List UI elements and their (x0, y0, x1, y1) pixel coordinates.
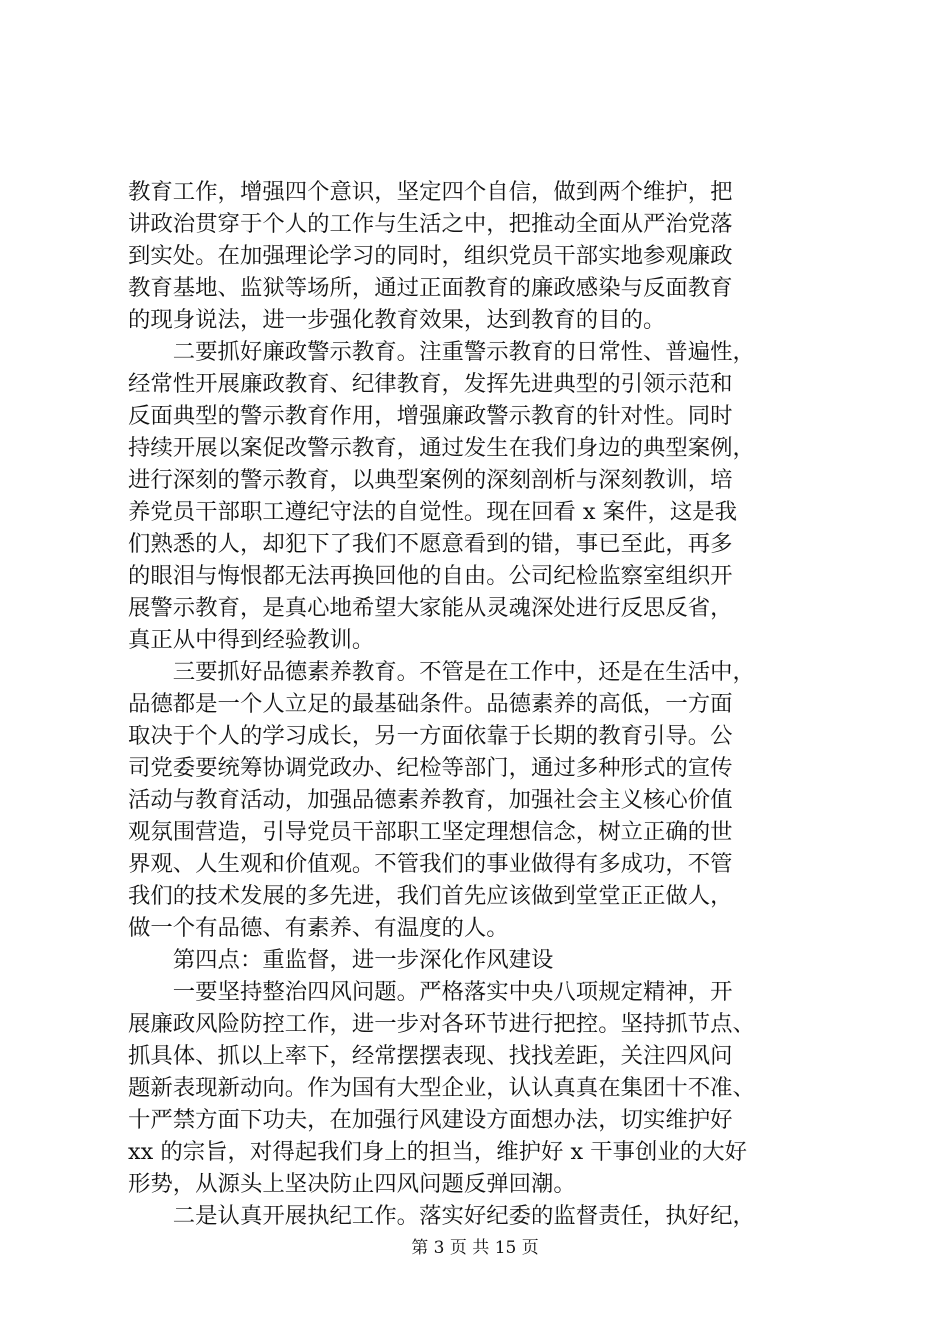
text-line: 题新表现新动向。作为国有大型企业，认认真真在集团十不准、 (128, 1075, 755, 1101)
text-line: 持续开展以案促改警示教育，通过发生在我们身边的典型案例， (128, 435, 755, 461)
text-line: 抓具体、抓以上率下，经常摆摆表现、找找差距，关注四风问 (128, 1043, 733, 1069)
text-line: 做一个有品德、有素养、有温度的人。 (128, 915, 509, 941)
text-line: 三要抓好品德素养教育。不管是在工作中，还是在生活中， (128, 659, 755, 685)
text-line: 讲政治贯穿于个人的工作与生活之中，把推动全面从严治党落 (128, 211, 733, 237)
text-line: 的眼泪与悔恨都无法再换回他的自由。公司纪检监察室组织开 (128, 563, 733, 589)
text-line: 的现身说法，进一步强化教育效果，达到教育的目的。 (128, 307, 666, 333)
text-line: 界观、人生观和价值观。不管我们的事业做得有多成功，不管 (128, 851, 733, 877)
text-line: 取决于个人的学习成长，另一方面依靠于长期的教育引导。公 (128, 723, 733, 749)
text-line: 教育工作，增强四个意识，坚定四个自信，做到两个维护，把 (128, 179, 733, 205)
text-line: xx 的宗旨，对得起我们身上的担当，维护好 x 干事创业的大好 (128, 1139, 747, 1165)
text-line: 真正从中得到经验教训。 (128, 627, 375, 653)
text-line: 观氛围营造，引导党员干部职工坚定理想信念，树立正确的世 (128, 819, 733, 845)
text-line: 十严禁方面下功夫，在加强行风建设方面想办法，切实维护好 (128, 1107, 733, 1133)
text-line: 形势，从源头上坚决防止四风问题反弹回潮。 (128, 1171, 576, 1197)
text-line: 司党委要统筹协调党政办、纪检等部门，通过多种形式的宣传 (128, 755, 733, 781)
page-number-footer: 第 3 页 共 15 页 (411, 1238, 539, 1258)
text-line: 养党员干部职工遵纪守法的自觉性。现在回看 x 案件，这是我 (128, 499, 738, 525)
text-line: 活动与教育活动，加强品德素养教育，加强社会主义核心价值 (128, 787, 733, 813)
text-line: 一要坚持整治四风问题。严格落实中央八项规定精神，开 (128, 979, 733, 1005)
text-line: 展警示教育，是真心地希望大家能从灵魂深处进行反思反省， (128, 595, 733, 621)
text-line: 们熟悉的人，却犯下了我们不愿意看到的错，事已至此，再多 (128, 531, 733, 557)
text-line: 我们的技术发展的多先进，我们首先应该做到堂堂正正做人， (128, 883, 733, 909)
text-line: 进行深刻的警示教育，以典型案例的深刻剖析与深刻教训，培 (128, 467, 733, 493)
text-line: 教育基地、监狱等场所，通过正面教育的廉政感染与反面教育 (128, 275, 733, 301)
text-line: 二要抓好廉政警示教育。注重警示教育的日常性、普遍性， (128, 339, 755, 365)
text-line: 到实处。在加强理论学习的同时，组织党员干部实地参观廉政 (128, 243, 733, 269)
section-heading: 第四点：重监督，进一步深化作风建设 (128, 947, 554, 973)
text-line: 品德都是一个人立足的最基础条件。品德素养的高低，一方面 (128, 691, 733, 717)
text-line: 反面典型的警示教育作用，增强廉政警示教育的针对性。同时 (128, 403, 733, 429)
text-line: 二是认真开展执纪工作。落实好纪委的监督责任，执好纪， (128, 1203, 755, 1229)
text-line: 经常性开展廉政教育、纪律教育，发挥先进典型的引领示范和 (128, 371, 733, 397)
text-line: 展廉政风险防控工作，进一步对各环节进行把控。坚持抓节点、 (128, 1011, 755, 1037)
